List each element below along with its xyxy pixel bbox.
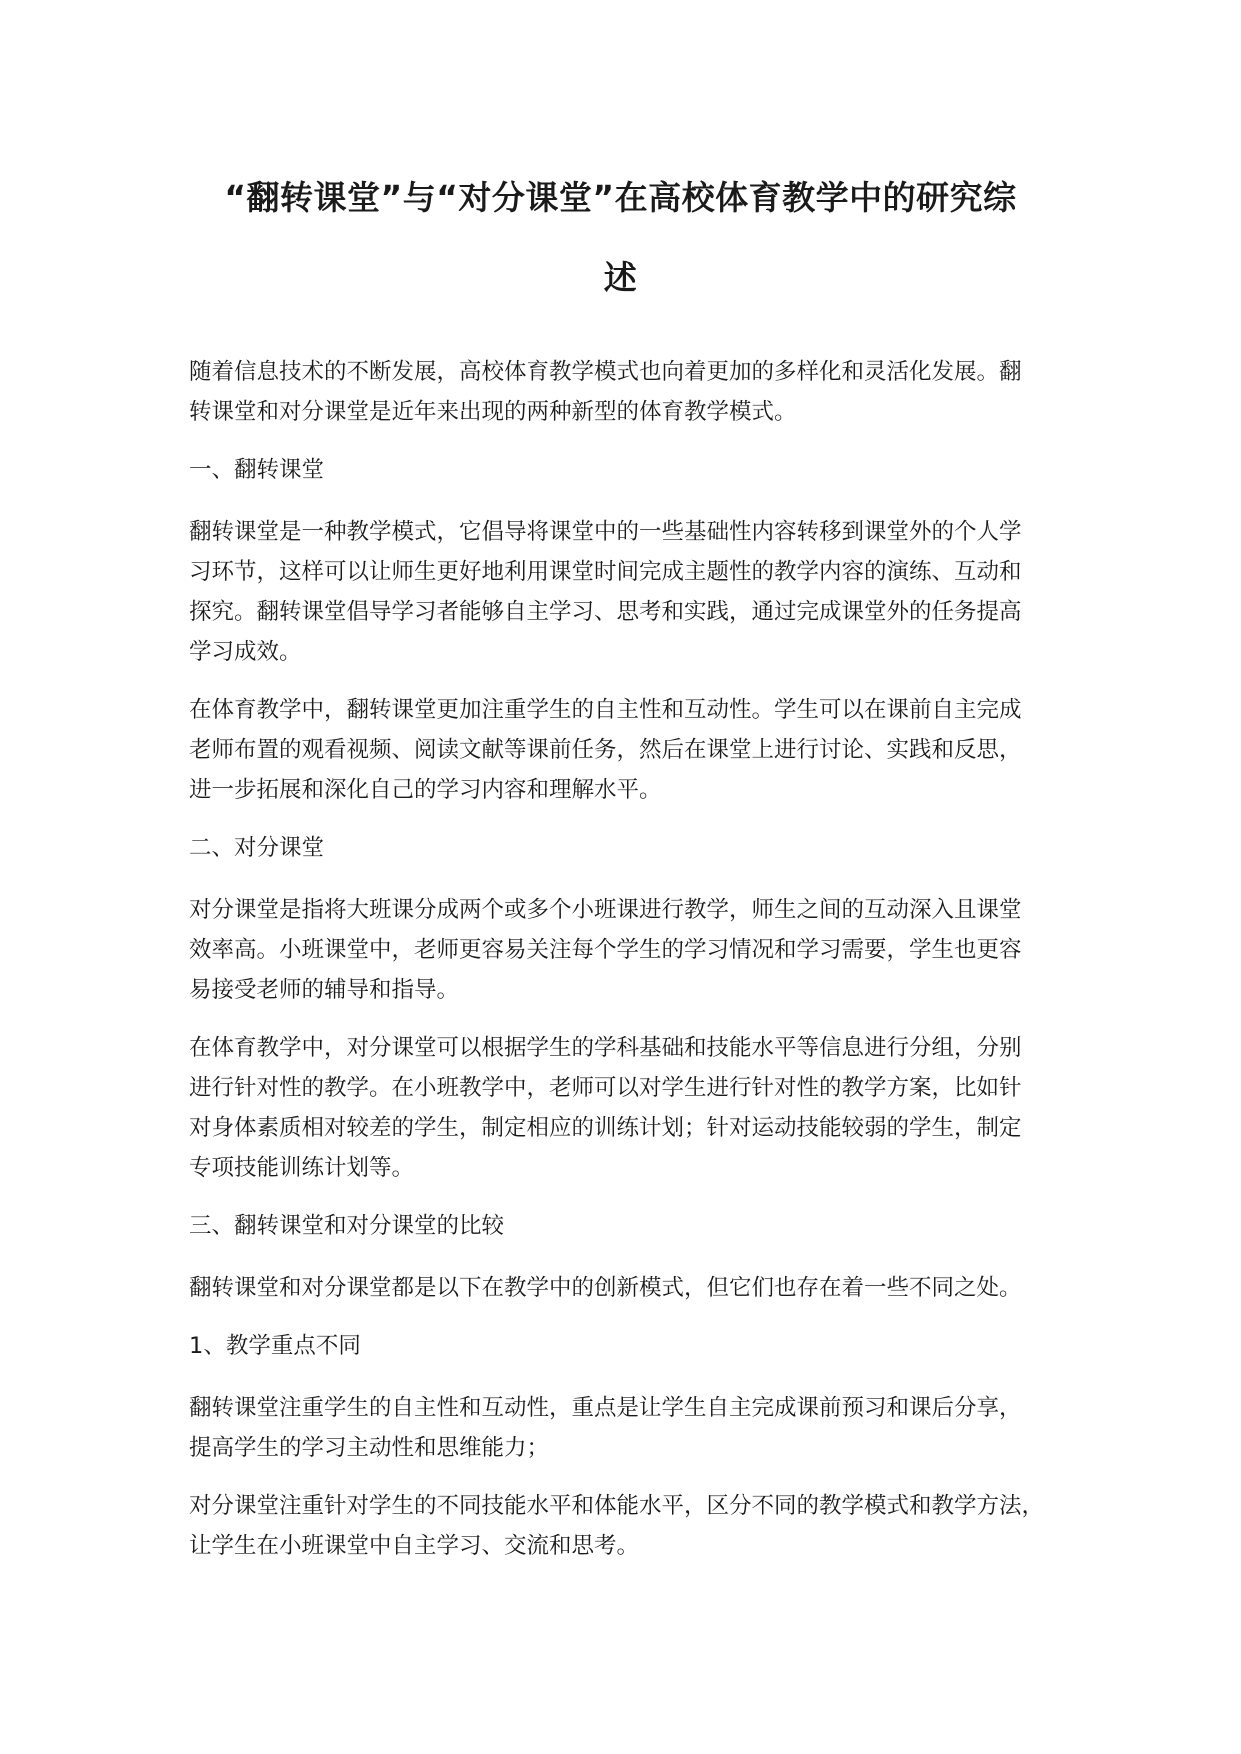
paragraph-line: 进行针对性的教学。在小班教学中，老师可以对学生进行针对性的教学方案，比如针: [189, 1075, 1022, 1101]
paragraph-line: 对身体素质相对较差的学生，制定相应的训练计划；针对运动技能较弱的学生，制定: [189, 1115, 1022, 1141]
paragraph: [189, 1486, 1089, 1566]
section-heading: 1、教学重点不同: [189, 1333, 361, 1359]
section-heading: 一、翻转课堂: [189, 457, 325, 483]
paragraph: [189, 1268, 1089, 1308]
paragraph-line: 对分课堂是指将大班课分成两个或多个小班课进行教学，师生之间的互动深入且课堂: [189, 897, 1022, 923]
paragraph: [189, 690, 1089, 810]
paragraph-line: 专项技能训练计划等。: [189, 1155, 415, 1181]
paragraph: [189, 352, 1089, 432]
document-body: [189, 352, 1089, 1584]
paragraph-line: 习环节，这样可以让师生更好地利用课堂时间完成主题性的教学内容的演练、互动和: [189, 559, 1022, 585]
section-heading: 二、对分课堂: [189, 835, 325, 861]
paragraph-line: 提高学生的学习主动性和思维能力；: [189, 1435, 550, 1461]
paragraph-line: 学习成效。: [189, 639, 302, 665]
paragraph-line: 对分课堂注重针对学生的不同技能水平和体能水平，区分不同的教学模式和教学方法，: [189, 1493, 1045, 1519]
document-title-line-1: “翻转课堂”与“对分课堂”在高校体育教学中的研究综: [224, 178, 1017, 217]
paragraph: [189, 1388, 1089, 1468]
paragraph-line: 在体育教学中，翻转课堂更加注重学生的自主性和互动性。学生可以在课前自主完成: [189, 697, 1022, 723]
paragraph-line: 易接受老师的辅导和指导。: [189, 977, 460, 1003]
paragraph-line: 探究。翻转课堂倡导学习者能够自主学习、思考和实践，通过完成课堂外的任务提高: [189, 599, 1022, 625]
document-title-line-2: 述: [603, 258, 638, 297]
section-heading: 三、翻转课堂和对分课堂的比较: [189, 1213, 505, 1239]
paragraph: [189, 512, 1089, 672]
paragraph-line: 进一步拓展和深化自己的学习内容和理解水平。: [189, 777, 662, 803]
paragraph-line: 转课堂和对分课堂是近年来出现的两种新型的体育教学模式。: [189, 399, 797, 425]
paragraph-line: 翻转课堂和对分课堂都是以下在教学中的创新模式，但它们也存在着一些不同之处。: [189, 1275, 1022, 1301]
paragraph-line: 效率高。小班课堂中，老师更容易关注每个学生的学习情况和学习需要，学生也更容: [189, 937, 1022, 963]
paragraph-line: 在体育教学中，对分课堂可以根据学生的学科基础和技能水平等信息进行分组，分别: [189, 1035, 1022, 1061]
paragraph: [189, 890, 1089, 1010]
paragraph-line: 随着信息技术的不断发展，高校体育教学模式也向着更加的多样化和灵活化发展。翻: [189, 359, 1022, 385]
paragraph-line: 翻转课堂是一种教学模式，它倡导将课堂中的一些基础性内容转移到课堂外的个人学: [189, 519, 1022, 545]
paragraph: [189, 1028, 1089, 1188]
paragraph-line: 翻转课堂注重学生的自主性和互动性，重点是让学生自主完成课前预习和课后分享，: [189, 1395, 1022, 1421]
paragraph-line: 老师布置的观看视频、阅读文献等课前任务，然后在课堂上进行讨论、实践和反思，: [189, 737, 1022, 763]
paragraph-line: 让学生在小班课堂中自主学习、交流和思考。: [189, 1533, 640, 1559]
